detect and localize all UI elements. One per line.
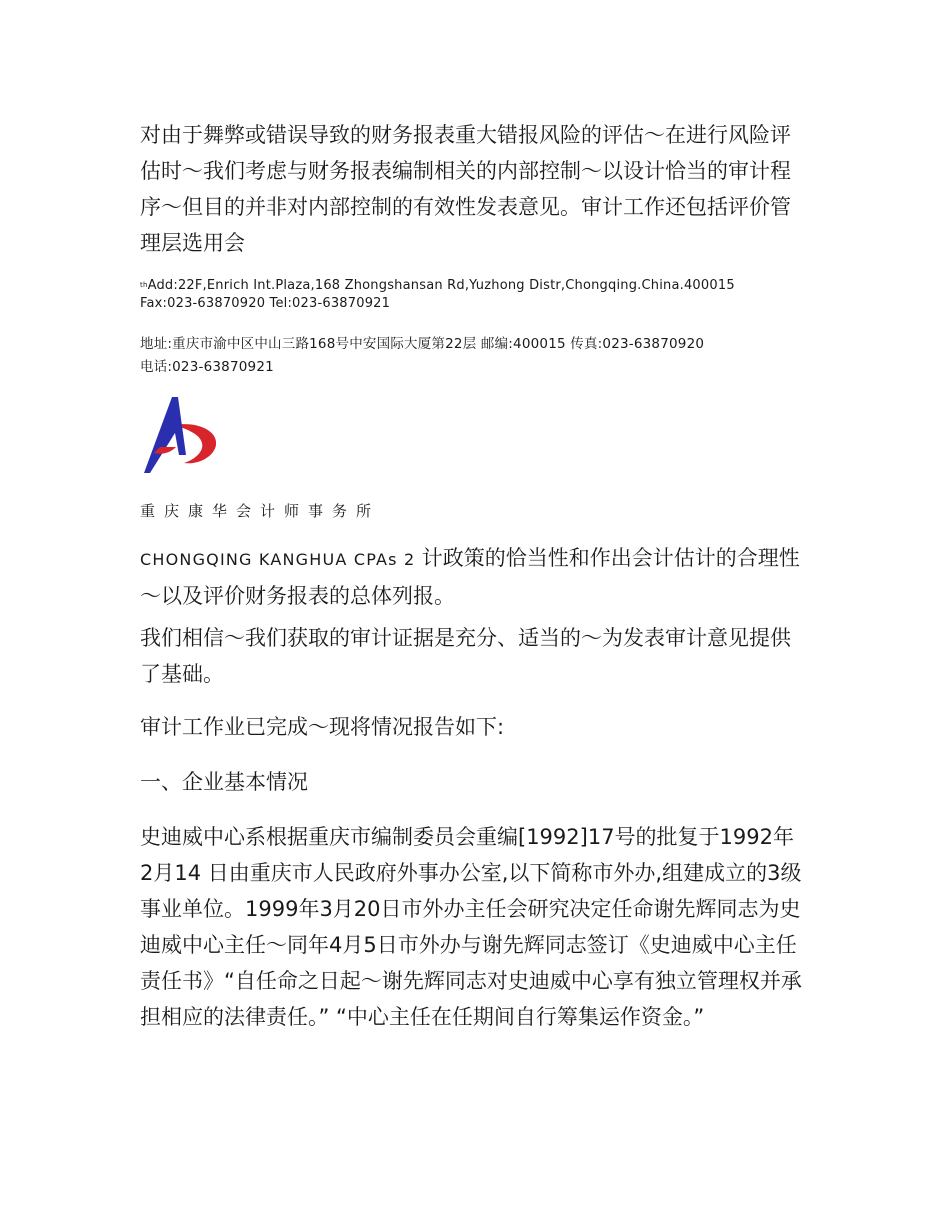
chinese-phone: 电话:023-63870921 bbox=[140, 359, 274, 375]
superscript-th: th bbox=[140, 281, 148, 289]
paragraph-work-completed: 审计工作业已完成～现将情况报告如下: bbox=[140, 715, 505, 739]
english-address bbox=[140, 276, 820, 295]
english-address-text: Add:22F,Enrich Int.Plaza,168 Zhongshansan Rd,Yuzhong Distr,Chongqing.China.400015 bbox=[147, 278, 735, 293]
firm-name-chinese: 重庆康华会计师事务所 bbox=[140, 502, 381, 520]
paragraph-risk-assessment: 对由于舞弊或错误导致的财务报表重大错报风险的评估～在进行风险评估时～我们考虑与财务报表编制相关的内部控制～以设计恰当的审计程序～但目的并非对内部控制的有效性发表意见。审计工作还包括评价管理层选用会 bbox=[140, 123, 791, 255]
page-number: 2 bbox=[404, 550, 416, 569]
paragraph-audit-evidence: 我们相信～我们获取的审计证据是充分、适当的～为发表审计意见提供了基础。 bbox=[140, 626, 791, 686]
chinese-address: 地址:重庆市渝中区中山三路168号中安国际大厦第22层 邮编:400015 传真:023-63870920 bbox=[140, 336, 705, 352]
kanghua-logo-icon bbox=[140, 395, 218, 477]
firm-name-english: CHONGQING KANGHUA CPAs bbox=[140, 550, 398, 569]
section-heading-basic-info: 一、企业基本情况 bbox=[140, 770, 308, 794]
paragraph-company-info: 史迪威中心系根据重庆市编制委员会重编[1992]17号的批复于1992年2月14 日由重庆市人民政府外事办公室,以下简称市外办,组建成立的3级事业单位。1999年3月20日市外办主任会研究决定任命谢先辉同志为史迪威中心主任～同年4月5日市外办与谢先辉同志签订《史迪威中心主任责任书》“自任命之日起～谢先辉同志对史迪威中心享有独立管理权并承担相应的法律责任。” “中心主任在任期间自行筹集运作资金。” bbox=[140, 825, 802, 1029]
english-contact: Fax:023-63870920 Tel:023-63870921 bbox=[140, 296, 391, 311]
paragraph-accounting-policy-text: 计政策的恰当性和作出会计估计的合理性～以及评价财务报表的总体列报。 bbox=[140, 546, 800, 608]
paragraph-accounting-policy bbox=[140, 540, 805, 614]
